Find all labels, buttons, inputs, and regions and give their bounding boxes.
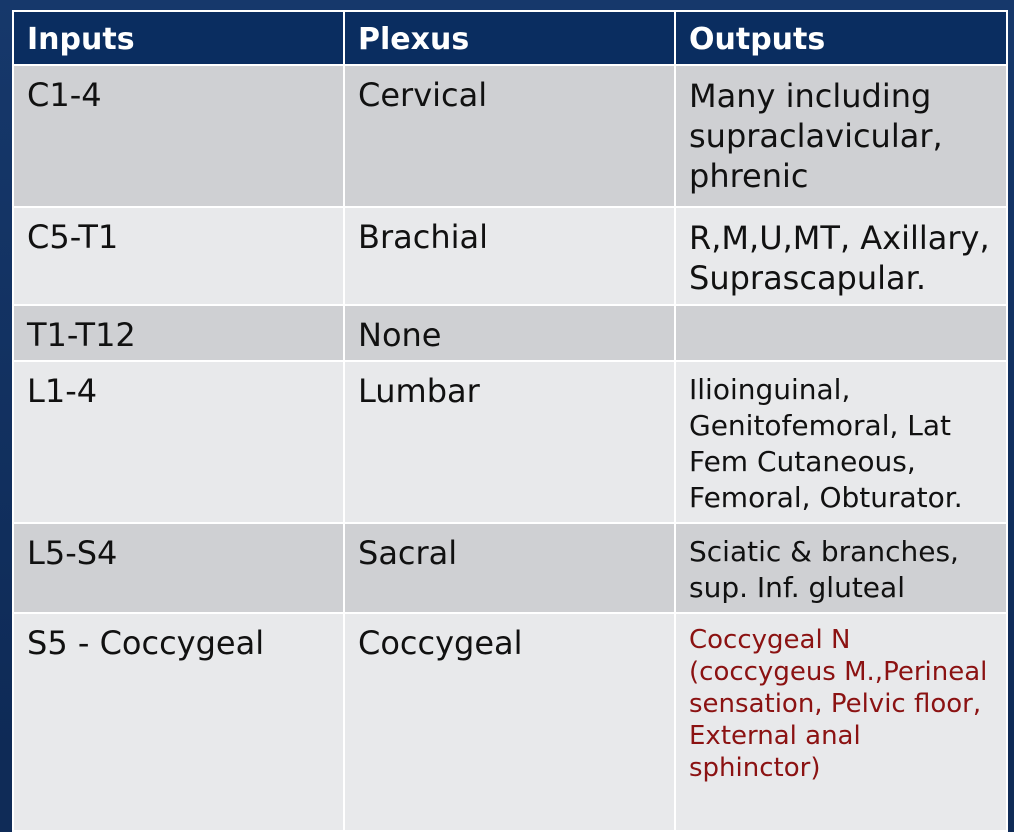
table-row	[13, 65, 1007, 207]
table-row	[13, 613, 1007, 831]
header-inputs: Inputs	[13, 11, 344, 65]
header-outputs: Outputs	[675, 11, 1007, 65]
output-cell: R,M,U,MT, Axillary, Suprascapular.	[675, 207, 1007, 305]
plexus-table	[12, 10, 1008, 832]
plexus-cell: Coccygeal	[344, 613, 675, 831]
plexus-cell: Sacral	[344, 523, 675, 613]
table-row	[13, 305, 1007, 361]
output-cell: Ilioinguinal, Genitofemoral, Lat Fem Cutaneous, Femoral, Obturator.	[675, 361, 1007, 523]
table-row	[13, 207, 1007, 305]
output-cell: Sciatic & branches, sup. Inf. gluteal	[675, 523, 1007, 613]
output-cell-highlight: Coccygeal N (coccygeus M.,Perineal sensation, Pelvic floor, External anal sphinctor)	[675, 613, 1007, 831]
plexus-cell: Cervical	[344, 65, 675, 207]
header-plexus: Plexus	[344, 11, 675, 65]
input-cell: C1-4	[13, 65, 344, 207]
plexus-cell: None	[344, 305, 675, 361]
input-cell: T1-T12	[13, 305, 344, 361]
plexus-cell: Brachial	[344, 207, 675, 305]
output-cell: Many including supraclavicular, phrenic	[675, 65, 1007, 207]
input-cell: L5-S4	[13, 523, 344, 613]
input-cell: C5-T1	[13, 207, 344, 305]
header-row	[13, 11, 1007, 65]
output-cell	[675, 305, 1007, 361]
input-cell: L1-4	[13, 361, 344, 523]
plexus-cell: Lumbar	[344, 361, 675, 523]
input-cell: S5 - Coccygeal	[13, 613, 344, 831]
table-row	[13, 523, 1007, 613]
table-row	[13, 361, 1007, 523]
